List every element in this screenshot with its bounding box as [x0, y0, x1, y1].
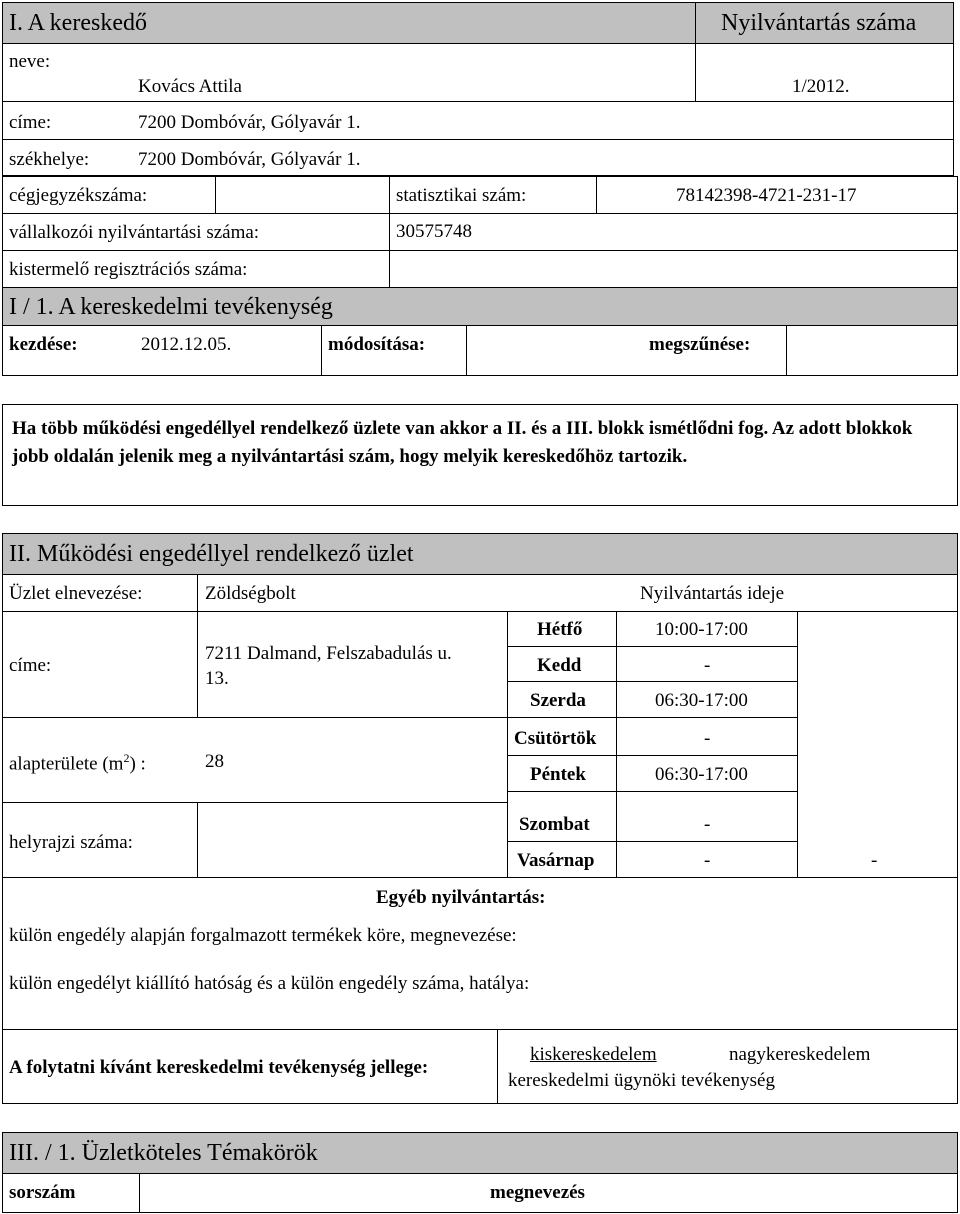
hours-time: 10:00-17:00: [655, 619, 748, 640]
divider: [2, 717, 507, 718]
divider: [786, 325, 787, 376]
hours-extra: -: [871, 850, 878, 871]
divider: [507, 791, 797, 792]
hours-day: Péntek: [530, 764, 586, 785]
divider: [507, 717, 797, 718]
shop-section: [2, 574, 958, 1104]
nature-label: A folytatni kívánt kereskedelmi tevékenység jellege:: [9, 1057, 429, 1078]
hours-day: Szombat: [519, 814, 590, 835]
divider: [507, 681, 797, 682]
divider: [2, 1029, 958, 1030]
divider: [596, 176, 597, 213]
hours-time: -: [704, 728, 711, 749]
topics-col-number: sorszám: [9, 1182, 76, 1203]
divider: [139, 1173, 140, 1213]
area-value: 28: [205, 751, 224, 772]
divider: [497, 1029, 498, 1104]
other-label: Egyéb nyilvántartás:: [376, 887, 546, 908]
registry-time-label: Nyilvántartás ideje: [640, 583, 785, 604]
divider: [197, 802, 198, 877]
shop-heading: II. Működési engedéllyel rendelkező üzlet: [9, 541, 414, 567]
address-value: 7200 Dombóvár, Gólyavár 1.: [138, 112, 361, 133]
topics-header-row: [2, 1173, 958, 1213]
divider: [2, 101, 954, 102]
divider: [197, 611, 198, 717]
name-value: Kovács Attila: [138, 76, 242, 97]
entrepreneur-value: 30575748: [396, 221, 472, 242]
divider: [2, 139, 954, 140]
entrepreneur-label: vállalkozói nyilvántartási száma:: [9, 222, 260, 243]
hours-time: -: [704, 655, 711, 676]
merchant-heading: I. A kereskedő: [9, 10, 147, 36]
divider: [2, 802, 507, 803]
registry-number-heading: Nyilvántartás száma: [721, 10, 917, 36]
shop-address-line2: 13.: [205, 668, 229, 689]
stat-value: 78142398-4721-231-17: [676, 185, 857, 206]
activity-heading: I / 1. A kereskedelmi tevékenység: [9, 294, 333, 320]
area-label: alapterülete $(m^2)$ :: [9, 751, 146, 775]
nature-option-agent: kereskedelmi ügynöki tevékenység: [508, 1070, 775, 1091]
hours-day: Vasárnap: [517, 850, 595, 871]
divider: [616, 611, 617, 877]
end-label: megszűnése:: [649, 334, 751, 355]
hours-time: 06:30-17:00: [655, 764, 748, 785]
divider: [2, 611, 958, 612]
shop-address-label: címe:: [9, 655, 52, 676]
hours-day: Szerda: [530, 690, 586, 711]
topics-heading: III. / 1. Üzletköteles Témakörök: [9, 1140, 318, 1166]
start-label: kezdése:: [9, 334, 78, 355]
separate-permit-authority: külön engedélyt kiállító hatóság és a külön engedély száma, hatálya:: [9, 973, 530, 994]
divider: [2, 877, 958, 878]
divider: [507, 755, 797, 756]
company-reg-label: cégjegyzékszáma:: [9, 185, 148, 206]
registry-number-value: 1/2012.: [792, 76, 850, 97]
divider: [197, 574, 198, 611]
smallholder-label: kistermelő regisztrációs száma:: [9, 259, 248, 280]
divider: [215, 176, 216, 213]
nature-option-wholesale: nagykereskedelem: [729, 1044, 871, 1065]
separate-permit-goods: külön engedély alapján forgalmazott termékek köre, megnevezése:: [9, 925, 517, 946]
topics-col-name: megnevezés: [490, 1182, 585, 1203]
divider: [2, 250, 958, 251]
divider: [507, 646, 797, 647]
nature-option-retail: kiskereskedelem: [530, 1044, 657, 1065]
shop-name-value: Zöldségbolt: [205, 583, 296, 604]
divider: [507, 841, 797, 842]
hours-time: -: [704, 850, 711, 871]
divider: [389, 176, 390, 288]
start-value: 2012.12.05.: [141, 334, 232, 355]
seat-value: 7200 Dombóvár, Gólyavár 1.: [138, 149, 361, 170]
divider: [695, 44, 696, 101]
hours-time: -: [704, 814, 711, 835]
shop-name-label: Üzlet elnevezése:: [9, 583, 143, 604]
divider: [321, 325, 322, 376]
lot-label: helyrajzi száma:: [9, 832, 133, 853]
shop-address-line1: 7211 Dalmand, Felszabadulás u.: [205, 643, 452, 664]
hours-time: 06:30-17:00: [655, 690, 748, 711]
address-label: címe:: [9, 112, 52, 133]
modify-label: módosítása:: [328, 334, 426, 355]
divider: [2, 213, 958, 214]
hours-day: Kedd: [537, 655, 582, 676]
name-label: neve:: [9, 51, 51, 72]
seat-label: székhelye:: [9, 149, 90, 170]
divider: [466, 325, 467, 376]
stat-label: statisztikai szám:: [396, 185, 527, 206]
divider: [507, 611, 508, 877]
divider: [797, 611, 798, 877]
hours-day: Csütörtök: [514, 728, 597, 749]
note-text: Ha több működési engedéllyel rendelkező üzlete van akkor a II. és a III. blokk ismétlődni fog. Az adott blokkok jobb oldalán jelenik meg a nyilvántartási szám, hogy melyik kereskedőhöz tartozik.: [12, 418, 913, 467]
hours-day: Hétfő: [537, 619, 583, 640]
